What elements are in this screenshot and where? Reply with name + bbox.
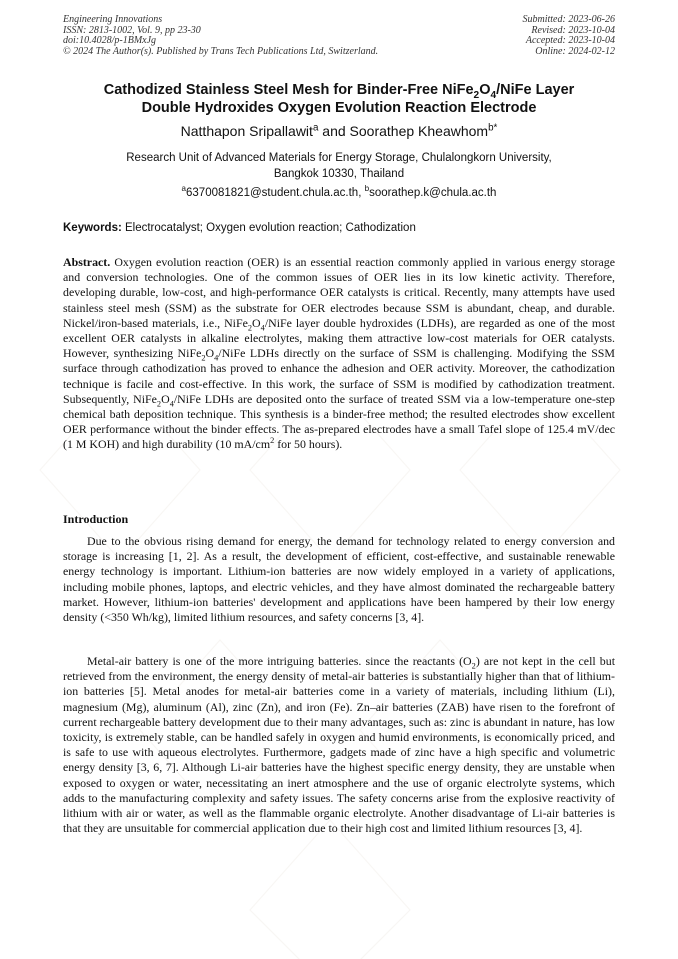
revised-date: Revised: 2023-10-04 (531, 24, 615, 36)
author-list: Natthapon Sripallawit$^a$ and Soorathep Kheawhom$^{b*}$ (180, 122, 498, 139)
title-line-1: Cathodized Stainless Steel Mesh for Binder-Free $NiFe_2O_4$/NiFe Layer (103, 82, 575, 101)
accepted-date: Accepted: 2023-10-04 (525, 35, 615, 47)
issn-line: ISSN: 2813-1002, Vol. 9, pp 23-30 (63, 24, 201, 36)
author-1: Natthapon Sripallawit (180, 123, 313, 139)
online-date: Online: 2024-02-12 (535, 45, 615, 57)
keywords-label: Keywords: (63, 222, 122, 234)
keywords-text: Electrocatalyst; Oxygen evolution reaction; Cathodization (121, 222, 416, 234)
doi-line: doi:10.4028/p-1BMxJg (63, 35, 157, 47)
intro-paragraph-1: Due to the obvious rising demand for energy, the demand for technology related to energy conversion and storage is increasing [1, 2]. As a result, the development of efficient, cost-effective, and sustainable renewable energy technology is important. Lithium-ion batteries are now widely employed in a variety of applications, including mobile phones, laptops, and electric vehicles, and they have almost dominated the rechargeable battery market. However, lithium-ion batteries' development and applications have been hampered by their low energy density (<350 Wh/kg), limited lithium resources, and safety concerns [3, 4]. (63, 534, 615, 625)
author-2: Soorathep Kheawhom (349, 123, 489, 139)
keywords (63, 221, 615, 236)
abstract-label: Abstract. (63, 255, 111, 269)
email-a[interactable]: 6370081821@student.chula.ac.th (186, 187, 359, 199)
copyright-line: © 2024 The Author(s). Published by Trans Tech Publications Ltd, Switzerland. (63, 45, 379, 57)
paper-title (60, 82, 618, 117)
abstract: Abstract. Oxygen evolution reaction (OER) is an essential reaction commonly applied in various energy storage and conversion technologies. One of the common issues of OER lies in its low kinetic activity. Therefore, developing durable, low-cost, and high-performance OER catalysts is critical. Recently, many attempts have used stainless steel mesh (SSM) as the substrate for OER electrodes because SSM is abundant, cheap, and durable. Nickel/iron-based materials, i.e., $NiFe_2O_4$/NiFe layer double hydroxides (LDHs), are regarded as one of the most excellent OER catalysts in alkaline electrolytes, making them attractive low-cost materials for OER catalysts. However, synthesizing $NiFe_2O_4$/NiFe LDHs directly on the surface of SSM is challenging. Modifying the SSM surface through cathodization has proved to enhance the adhesion and OER activity. Moreover, the cathodization technique is facile and cost-effective. In this work, the surface of SSM is modified by cathodization treatment. Subsequently, $NiFe_2O_4$/NiFe LDHs are deposited onto the surface of treated SSM via a low-temperature one-step chemical bath deposition technique. This synthesis is a binder-free method; the resulted electrodes show excellent OER performance without the binder effects. The as-prepared electrodes have a small Tafel slope of 125.4 mV/dec (1 M KOH) and high durability (10 $mA/cm^2$ for 50 hours). (63, 255, 615, 452)
journal-info (63, 15, 378, 57)
intro-paragraph-2: Metal-air battery is one of the more intriguing batteries. since the reactants $(O_2)$ are not kept in the cell but retrieved from the environment, the energy density of metal-air batteries is substantially higher than that of lithium-ion batteries [5]. Metal anodes for metal-air batteries come in a variety of materials, including lithium (Li), magnesium (Mg), aluminum (Al), zinc (Zn), and iron (Fe). Zn–air batteries (ZAB) have risen to the forefront of current rechargeable battery development due to their many advantages, such as: zinc is abundant in nature, has low toxicity, is extremely stable, can be handled safely in oxygen and humid environments, is economically priced, and is safe to use with aqueous electrolytes. Furthermore, gadgets made of zinc have a high specific and volumetric energy density [3, 6, 7]. Although Li-air batteries have the highest specific energy density, they are unstable when exposed to oxygen or water, necessitating an inert atmosphere and the use of organic electrolyte systems, which adds to the manufacturing complexity and safety issues. The safety concerns arise from the explosive reactivity of lithium with air or water, as well as the flammable organic electrolyte. Another disadvantage of Li-air batteries is that they are unsuitable for commercial application due to their high cost and limited lithium resources [3, 4]. (63, 654, 615, 836)
affiliation: Research Unit of Advanced Materials for Energy Storage, Chulalongkorn University, Bangkok 10330, Thailand (126, 152, 552, 180)
introduction-heading: Introduction (63, 512, 129, 526)
email-b[interactable]: soorathep.k@chula.ac.th (369, 187, 497, 199)
dates-info (523, 15, 616, 57)
journal-name: Engineering Innovations (63, 14, 163, 25)
title-line-2: Double Hydroxides Oxygen Evolution Reaction Electrode (141, 99, 537, 116)
submitted-date: Submitted: 2023-06-26 (522, 14, 615, 25)
author-emails: $^a$6370081821@student.chula.ac.th, $^b$soorathep.k@chula.ac.th (181, 184, 497, 199)
